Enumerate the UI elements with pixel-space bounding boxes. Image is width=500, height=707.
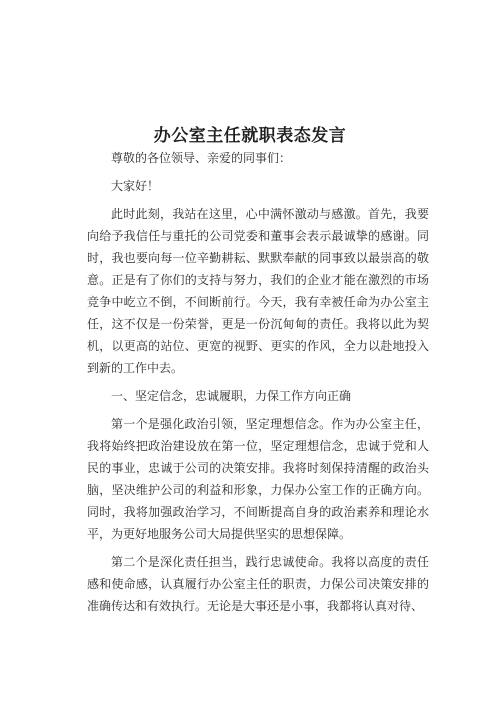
paragraph-intro: 此时此刻，我站在这里，心中满怀激动与感激。首先，我要向给予我信任与重托的公司党委和董事会表示最诚挚的感谢。同时，我也要向每一位辛勤耕耘、默默奉献的同事致以最崇高的敬意。正是有了你们的支持与努力，我们的企业才能在激烈的市场竞争中屹立不倒，不间断前行。今天，我有幸被任命为办公室主任，这不仅是一份荣誉，更是一份沉甸甸的责任。我将以此为契机，以更高的站位、更宽的视野、更实的作风，全力以赴地投入到新的工作中去。 — [87, 207, 429, 375]
salutation: 尊敬的各位领导、亲爱的同事们： — [111, 151, 292, 165]
paragraph-responsibility: 第二个是深化责任担当，践行忠诚使命。我将以高度的责任感和使命感，认真履行办公室主任的职责，力保公司决策安排的准确传达和有效执行。无论是大事还是小事，我都将认真对待、 — [87, 555, 429, 613]
document-title: 办公室主任就职表态发言 — [153, 126, 347, 146]
paragraph-political-guidance: 第一个是强化政治引领，坚定理想信念。作为办公室主任，我将始终把政治建设放在第一位，坚定理想信念，忠诚于党和人民的事业，忠诚于公司的决策安排。我将时刻保持清醒的政治头脑，坚决维护公司的利益和形象，力保办公室工作的正确方向。同时，我将加强政治学习，不间断提高自身的政治素养和理论水平，为更好地服务公司大局提供坚实的思想保障。 — [87, 417, 429, 541]
section-heading-1: 一、坚定信念，忠诚履职，力保工作方向正确 — [111, 389, 352, 403]
greeting: 大家好！ — [111, 179, 160, 193]
document-body — [87, 147, 429, 623]
